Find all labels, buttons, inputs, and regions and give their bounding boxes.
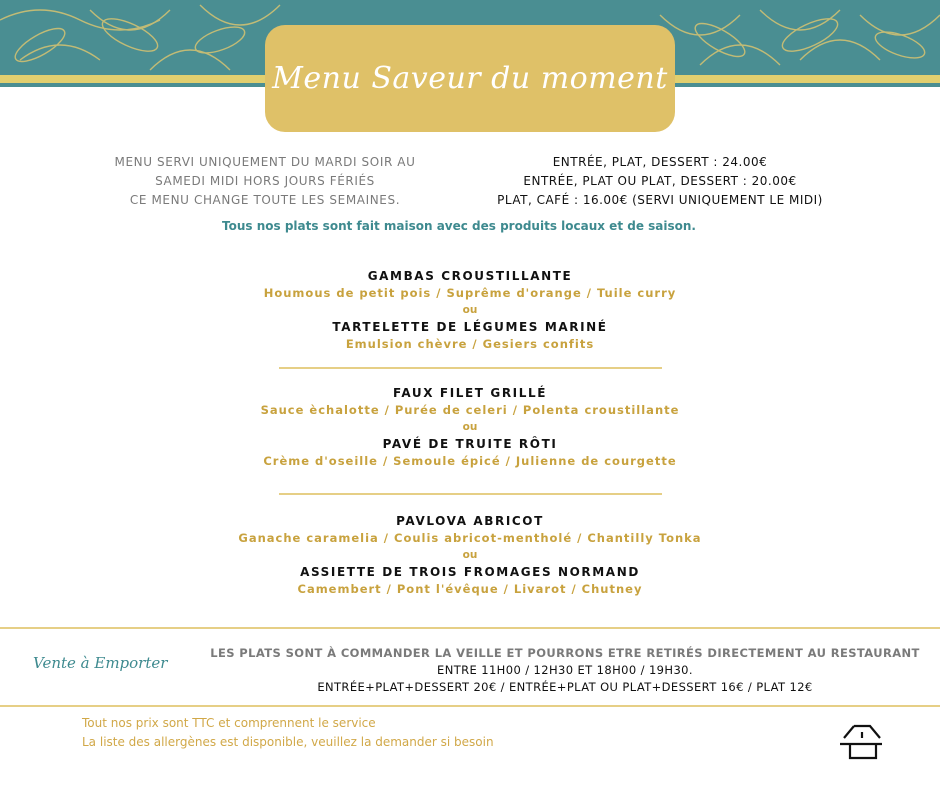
divider	[279, 367, 662, 369]
takeaway-line: ENTRE 11H00 / 12H30 ET 18H00 / 19H30.	[437, 663, 693, 677]
title-box	[265, 25, 675, 132]
course-starters	[170, 268, 770, 353]
or-separator: ou	[462, 304, 478, 316]
price-line: ENTRÉE, PLAT OU PLAT, DESSERT : 20.00€	[523, 174, 797, 188]
dish-description: Houmous de petit pois / Suprême d'orange / Tuile curry	[263, 286, 677, 300]
dish-description: Crème d'oseille / Semoule épicé / Julienne de courgette	[263, 454, 677, 468]
course-mains	[170, 385, 770, 470]
dish-name: GAMBAS CROUSTILLANTE	[367, 269, 573, 283]
price-info	[470, 153, 850, 210]
tagline: Tous nos plats sont fait maison avec des produits locaux et de saison.	[222, 219, 696, 233]
dish-name: ASSIETTE DE TROIS FROMAGES NORMAND	[300, 565, 640, 579]
price-line: PLAT, CAFÉ : 16.00€ (SERVI UNIQUEMENT LE MIDI)	[497, 193, 823, 207]
takeaway-info	[210, 645, 920, 696]
service-info-line: CE MENU CHANGE TOUTE LES SEMAINES.	[129, 193, 401, 207]
dish-name: PAVÉ DE TRUITE RÔTI	[382, 437, 558, 451]
service-info	[80, 153, 450, 210]
divider	[279, 493, 662, 495]
service-info-line: SAMEDI MIDI HORS JOURS FÉRIÉS	[155, 174, 375, 188]
course-desserts	[170, 513, 770, 598]
dish-name: FAUX FILET GRILLÉ	[392, 386, 548, 400]
or-separator: ou	[462, 549, 478, 561]
dish-description: Emulsion chèvre / Gesiers confits	[345, 337, 595, 351]
dish-name: PAVLOVA ABRICOT	[396, 514, 544, 528]
house-logo-icon	[840, 724, 882, 760]
takeaway-line: ENTRÉE+PLAT+DESSERT 20€ / ENTRÉE+PLAT OU PLAT+DESSERT 16€ / PLAT 12€	[317, 680, 813, 694]
price-line: ENTRÉE, PLAT, DESSERT : 24.00€	[552, 155, 768, 169]
dish-description: Camembert / Pont l'évêque / Livarot / Chutney	[297, 582, 643, 596]
takeaway-title: Vente à Emporter	[33, 654, 168, 672]
takeaway-line: LES PLATS SONT À COMMANDER LA VEILLE ET POURRONS ETRE RETIRÉS DIRECTEMENT AU RESTAURANT	[210, 646, 920, 660]
dish-name: TARTELETTE DE LÉGUMES MARINÉ	[332, 320, 608, 334]
page-title: Menu Saveur du moment	[272, 61, 668, 96]
dish-description: Ganache caramelia / Coulis abricot-mentholé / Chantilly Tonka	[238, 531, 702, 545]
price-note: Tout nos prix sont TTC et comprennent le service	[82, 716, 376, 730]
dish-description: Sauce èchalotte / Purée de celeri / Polenta croustillante	[260, 403, 680, 417]
allergen-note: La liste des allergènes est disponible, veuillez la demander si besoin	[82, 735, 494, 749]
service-info-line: MENU SERVI UNIQUEMENT DU MARDI SOIR AU	[114, 155, 416, 169]
or-separator: ou	[462, 421, 478, 433]
